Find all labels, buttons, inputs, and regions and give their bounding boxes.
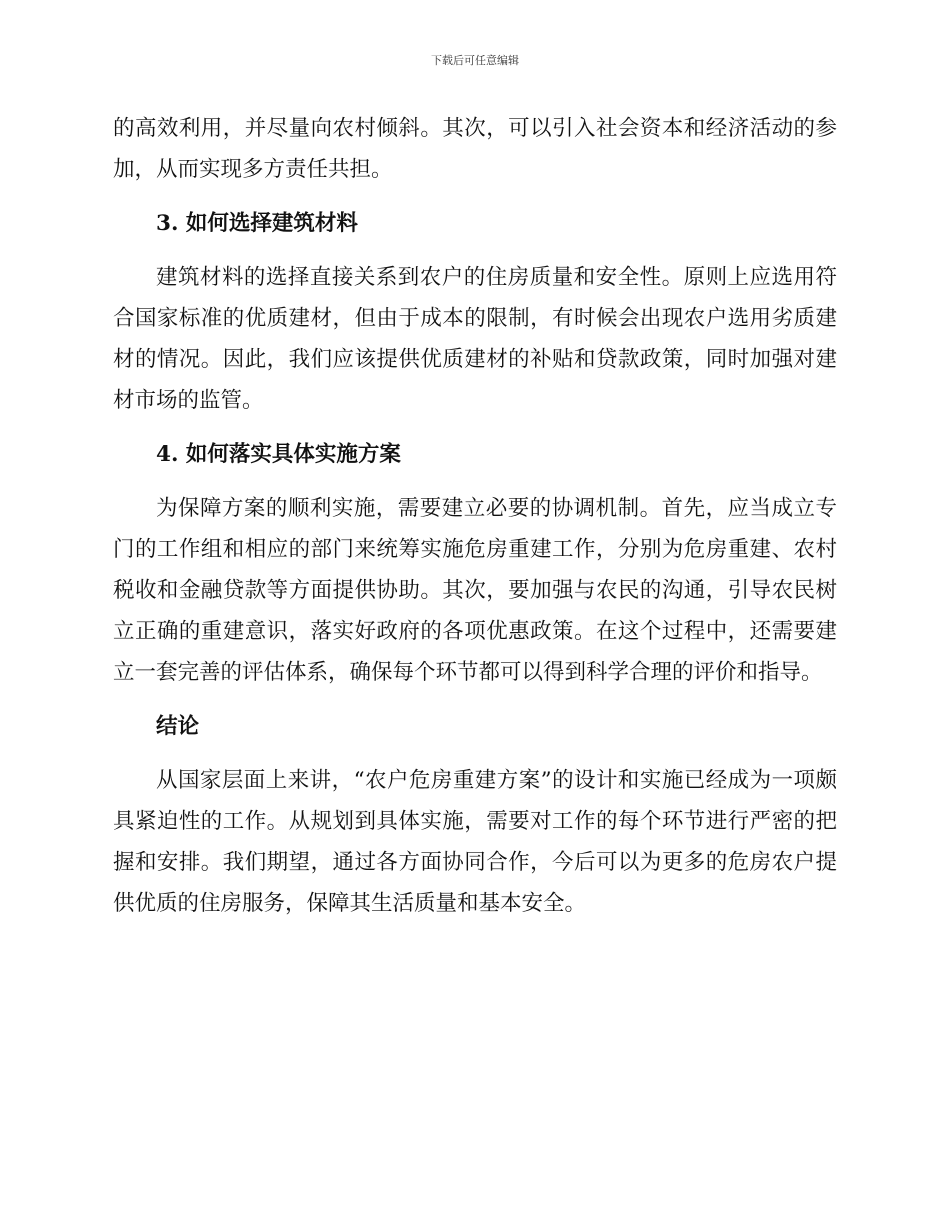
section-4-heading: 4. 如何落实具体实施方案: [156, 442, 401, 467]
conclusion-paragraph: 从国家层面上来讲，“农户危房重建方案”的设计和实施已经成为一项颇具紧迫性的工作。从规划到具体实施，需要对工作的每个环节进行严密的把握和安排。我们期望，通过各方面协同合作，今后可以为更多的危房农户提供优质的住房服务，保障其生活质量和基本安全。: [113, 768, 837, 916]
document-body: [113, 108, 837, 924]
section-4-paragraph: 为保障方案的顺利实施，需要建立必要的协调机制。首先，应当成立专门的工作组和相应的部门来统筹实施危房重建工作，分别为危房重建、农村税收和金融贷款等方面提供协助。其次，要加强与农民的沟通，引导农民树立正确的重建意识，落实好政府的各项优惠政策。在这个过程中，还需要建立一套完善的评估体系，确保每个环节都可以得到科学合理的评价和指导。: [113, 496, 837, 685]
page-header: 下载后可任意编辑: [431, 54, 519, 67]
conclusion-heading: 结论: [156, 714, 200, 739]
intro-continuation-paragraph: 的高效利用，并尽量向农村倾斜。其次，可以引入社会资本和经济活动的参加，从而实现多方责任共担。: [113, 116, 837, 182]
section-3-paragraph: 建筑材料的选择直接关系到农户的住房质量和安全性。原则上应选用符合国家标准的优质建材，但由于成本的限制，有时候会出现农户选用劣质建材的情况。因此，我们应该提供优质建材的补贴和贷款政策，同时加强对建材市场的监管。: [113, 265, 837, 413]
section-3-heading: 3. 如何选择建筑材料: [156, 211, 358, 236]
